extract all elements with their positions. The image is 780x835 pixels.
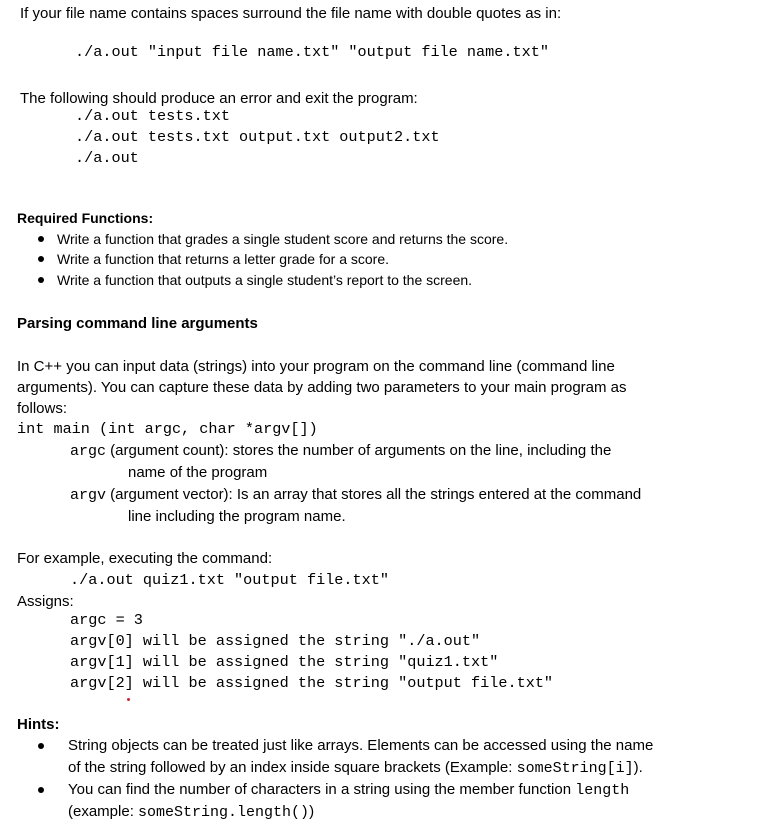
required-item-1: Write a function that grades a single student score and returns the score. — [57, 231, 509, 247]
argv-assignment-0: argv[0] will be assigned the string "./a.out" — [70, 632, 481, 650]
hint-1-line-2-pre: of the string followed by an index inside square brackets (Example: — [68, 759, 517, 776]
hint-2-line-1 — [68, 780, 629, 801]
hint-2-code-length: length — [575, 782, 630, 799]
main-signature: int main (int argc, char *argv[]) — [17, 420, 318, 438]
argv-description — [70, 485, 641, 506]
hint-2-line-2-pre: (example: — [68, 803, 139, 820]
argc-term: argc — [70, 443, 107, 460]
hint-2-line-2-post: ) — [309, 803, 315, 820]
parsing-para-line-3: follows: — [17, 400, 68, 417]
argv-desc-2: line including the program name. — [128, 508, 346, 525]
parsing-para-line-1: In C++ you can input data (strings) into your program on the command line (command line — [17, 358, 615, 375]
error-example-1: ./a.out tests.txt — [75, 107, 230, 125]
spaces-note: If your file name contains spaces surround the file name with double quotes as in: — [20, 5, 562, 22]
argc-desc-1: (argument count): stores the number of arguments on the line, including the — [106, 442, 612, 459]
required-heading: Required Functions: — [17, 210, 154, 226]
hint-1-line-1: String objects can be treated just like arrays. Elements can be accessed using the name — [68, 737, 654, 754]
argc-assignment: argc = 3 — [70, 611, 143, 629]
example-intro: For example, executing the command: — [17, 550, 273, 567]
required-item-2: Write a function that returns a letter grade for a score. — [57, 251, 390, 267]
required-item-3: Write a function that outputs a single student’s report to the screen. — [57, 272, 473, 288]
argv-assignment-2: argv[2] will be assigned the string "output file.txt" — [70, 674, 554, 692]
example-command: ./a.out quiz1.txt "output file.txt" — [70, 571, 389, 589]
hint-2-line-2 — [68, 802, 314, 823]
parsing-heading: Parsing command line arguments — [17, 315, 258, 332]
hints-heading: Hints: — [17, 716, 60, 733]
argv-desc-1: (argument vector): Is an array that stores all the strings entered at the command — [106, 486, 642, 503]
argv-term: argv — [70, 487, 107, 504]
hint-1-line-2-post: ). — [633, 759, 643, 776]
hint-1-line-2 — [68, 758, 643, 779]
assigns-label: Assigns: — [17, 593, 74, 610]
error-note: The following should produce an error and exit the program: — [20, 90, 418, 107]
bullet-icon — [38, 256, 44, 262]
hint-1-code: someString[i] — [516, 760, 634, 777]
error-example-3: ./a.out — [75, 149, 139, 167]
argv-assignment-1: argv[1] will be assigned the string "quiz1.txt" — [70, 653, 499, 671]
bullet-icon — [38, 787, 44, 793]
parsing-para-line-2: arguments). You can capture these data by adding two parameters to your main program as — [17, 379, 627, 396]
error-example-2: ./a.out tests.txt output.txt output2.txt — [75, 128, 440, 146]
argc-desc-2: name of the program — [128, 464, 268, 481]
hint-2-line-1-pre: You can find the number of characters in a string using the member function — [68, 781, 576, 798]
bullet-icon — [38, 277, 44, 283]
hint-2-code-example: someString.length() — [138, 804, 310, 821]
bullet-icon — [38, 743, 44, 749]
stray-mark — [127, 698, 130, 701]
spaces-example: ./a.out "input file name.txt" "output file name.txt" — [75, 43, 549, 61]
argc-description — [70, 441, 611, 462]
bullet-icon — [38, 236, 44, 242]
